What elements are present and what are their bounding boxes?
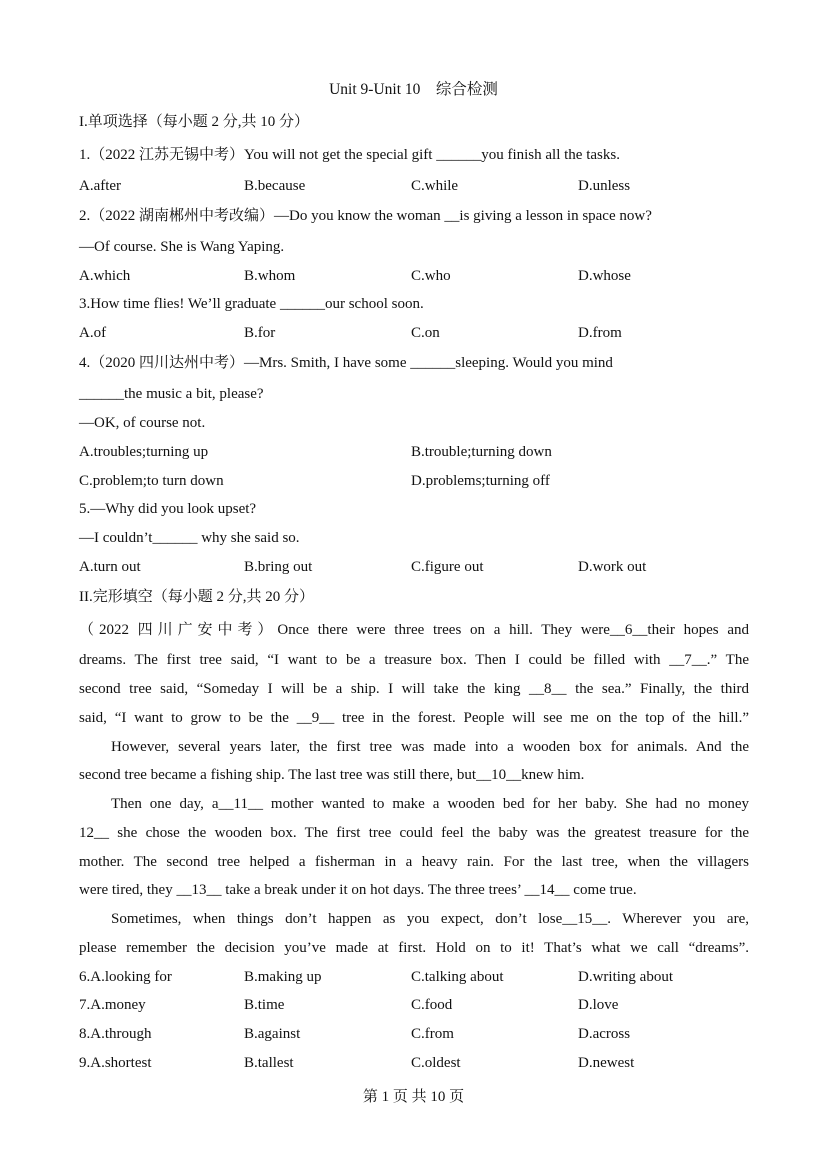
q6-option-c: C.talking about: [411, 969, 504, 985]
passage-line: Sometimes, when things don’t happen as you expect, don’t lose__15__. Wherever you are,: [111, 911, 749, 927]
q8-option-c: C.from: [411, 1026, 454, 1042]
q5-stem-line2: —I couldn’t______ why she said so.: [79, 530, 300, 546]
q3-stem: 3.How time flies! We’ll graduate ______our school soon.: [79, 296, 424, 312]
passage-line: （2022 四川广安中考）Once there were three trees on a hill. They were__6__their hopes and: [79, 622, 749, 638]
passage-line: said, “I want to grow to be the __9__ tree in the forest. People will see me on the top of the hill.”: [79, 710, 749, 726]
q4-option-b: B.trouble;turning down: [411, 444, 552, 460]
q1-option-a: A.after: [79, 178, 122, 194]
q3-option-c: C.on: [411, 325, 440, 341]
q4-stem: 4.（2020 四川达州中考）—Mrs. Smith, I have some ______sleeping. Would you mind: [79, 355, 613, 371]
q6-option-a: 6.A.looking for: [79, 969, 172, 985]
q8-option-a: 8.A.through: [79, 1026, 152, 1042]
passage-line: 12__ she chose the wooden box. The first tree could feel the baby was the greatest treasure for the: [79, 825, 749, 841]
section-2-heading: II.完形填空（每小题 2 分,共 20 分）: [79, 589, 314, 605]
q4-option-c: C.problem;to turn down: [79, 473, 224, 489]
q9-option-a: 9.A.shortest: [79, 1055, 152, 1071]
q2-stem-line2: —Of course. She is Wang Yaping.: [79, 239, 285, 255]
q5-stem: 5.—Why did you look upset?: [79, 501, 257, 517]
q7-option-a: 7.A.money: [79, 997, 146, 1013]
passage-line: mother. The second tree helped a fisherman in a heavy rain. For the last tree, when the villagers: [79, 854, 749, 870]
passage-line: were tired, they __13__ take a break under it on hot days. The three trees’ __14__ come true.: [79, 882, 637, 898]
passage-line: please remember the decision you’ve made at first. Hold on to it! That’s what we call “dreams”.: [79, 940, 749, 956]
q2-option-b: B.whom: [244, 268, 296, 284]
page-title: Unit 9-Unit 10 综合检测: [329, 81, 498, 98]
q8-option-d: D.across: [578, 1026, 631, 1042]
q4-stem-line2: ______the music a bit, please?: [79, 386, 264, 402]
q5-option-c: C.figure out: [411, 559, 484, 575]
q8-option-b: B.against: [244, 1026, 301, 1042]
q4-stem-line3: —OK, of course not.: [79, 415, 206, 431]
q1-stem: 1.（2022 江苏无锡中考）You will not get the special gift ______you finish all the tasks.: [79, 147, 620, 163]
q2-option-d: D.whose: [578, 268, 631, 284]
page-footer: 第 1 页 共 10 页: [362, 1089, 465, 1105]
q1-option-d: D.unless: [578, 178, 631, 194]
q1-option-b: B.because: [244, 178, 306, 194]
q6-option-d: D.writing about: [578, 969, 673, 985]
q6-option-b: B.making up: [244, 969, 322, 985]
q7-option-c: C.food: [411, 997, 453, 1013]
q3-option-a: A.of: [79, 325, 107, 341]
q9-option-b: B.tallest: [244, 1055, 294, 1071]
q2-option-a: A.which: [79, 268, 131, 284]
q2-stem: 2.（2022 湖南郴州中考改编）—Do you know the woman __is giving a lesson in space now?: [79, 208, 652, 224]
q7-option-b: B.time: [244, 997, 285, 1013]
q9-option-d: D.newest: [578, 1055, 635, 1071]
section-1-heading: I.单项选择（每小题 2 分,共 10 分）: [79, 114, 309, 130]
q1-option-c: C.while: [411, 178, 459, 194]
q5-option-b: B.bring out: [244, 559, 313, 575]
passage-line: Then one day, a__11__ mother wanted to make a wooden bed for her baby. She had no money: [111, 796, 749, 812]
q3-option-d: D.from: [578, 325, 622, 341]
q5-option-a: A.turn out: [79, 559, 141, 575]
passage-line: dreams. The first tree said, “I want to be a treasure box. Then I could be filled with __7__.” The: [79, 652, 749, 668]
passage-line: second tree said, “Someday I will be a ship. I will take the king __8__ the sea.” Finally, the third: [79, 681, 749, 697]
q9-option-c: C.oldest: [411, 1055, 461, 1071]
passage-line: However, several years later, the first tree was made into a wooden box for animals. And the: [111, 739, 749, 755]
passage-line: second tree became a fishing ship. The last tree was still there, but__10__knew him.: [79, 767, 585, 783]
q3-option-b: B.for: [244, 325, 276, 341]
q7-option-d: D.love: [578, 997, 619, 1013]
q4-option-a: A.troubles;turning up: [79, 444, 209, 460]
q2-option-c: C.who: [411, 268, 451, 284]
q4-option-d: D.problems;turning off: [411, 473, 550, 489]
q5-option-d: D.work out: [578, 559, 647, 575]
